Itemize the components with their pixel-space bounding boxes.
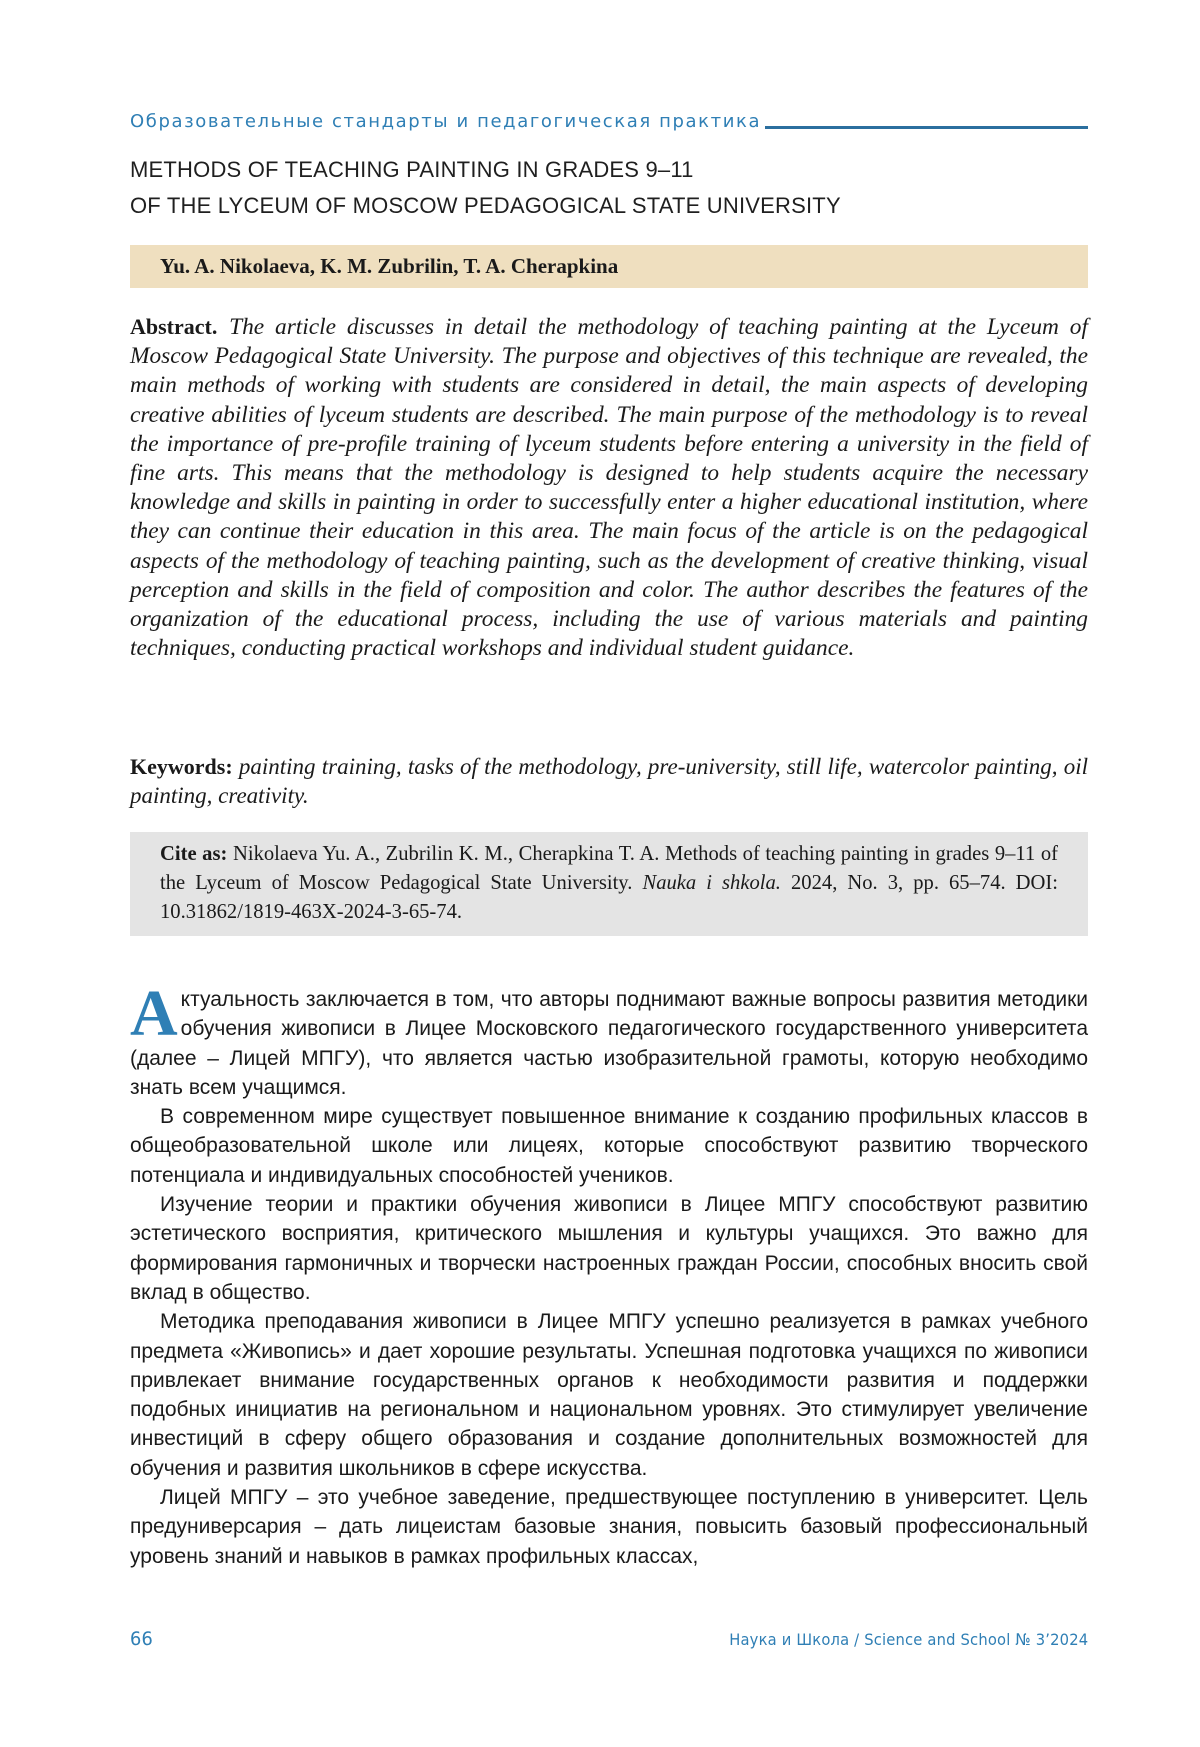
- paragraph-2: В современном мире существует повышенное внимание к созданию профильных классов в общеобразовательной школе или лицеях, которые способствуют развитию творческого потенциала и индивидуальных способностей учеников.: [130, 1105, 1088, 1187]
- page-footer: [130, 1627, 1088, 1651]
- cite-journal: Nauka i shkola.: [642, 872, 781, 894]
- abstract-text: The article discusses in detail the methodology of teaching painting at the Lyceum of Moscow Pedagogical State University. The purpose and objectives of this technique are revealed, the main methods of working with students are considered in detail, the main aspects of developing creative abilities of lyceum students are described. The main purpose of the methodology is to reveal the importance of pre-profile training of lyceum students before entering a university in the field of fine arts. This means that the methodology is designed to help students acquire the necessary knowledge and skills in painting in order to successfully enter a higher educational institution, where they can continue their education in this area. The main focus of the article is on the pedagogical aspects of the methodology of teaching painting, such as the development of creative thinking, visual perception and skills in the field of composition and color. The author describes the features of the organization of the educational process, including the use of various materials and painting techniques, conducting practical workshops and individual student guidance.: [130, 314, 1088, 662]
- paragraph-3: Изучение теории и практики обучения живописи в Лицее МПГУ способствуют развитию эстетического восприятия, критического мышления и культуры учащихся. Это важно для формирования гармоничных и творчески настроенных граждан России, способных вносить свой вклад в общество.: [130, 1193, 1088, 1304]
- cite-details: 2024, No. 3, pp. 65–74. DOI: 10.31862/1819-463X-2024-3-65-74.: [160, 872, 1059, 923]
- paragraph-5: Лицей МПГУ – это учебное заведение, предшествующее поступлению в университет. Цель предуниверсария – дать лицеистам базовые знания, повысить базовый профессиональный уровень знаний и навыков в рамках профильных классах,: [130, 1486, 1088, 1568]
- keywords: [130, 752, 1088, 810]
- cite-box: [130, 832, 1088, 936]
- cite-label: Cite as:: [160, 843, 228, 865]
- abstract: [130, 312, 1088, 663]
- paragraph-1-text: ктуальность заключается в том, что авторы поднимают важные вопросы развития методики обучения живописи в Лицее Московского педагогического государственного университета (далее – Лицей МПГУ), что является частью изобразительной грамоты, которую необходимо знать всем учащимся.: [130, 988, 1088, 1099]
- keywords-label: Keywords:: [130, 754, 233, 779]
- page-number: 66: [130, 1628, 153, 1650]
- running-head: [130, 104, 1088, 132]
- body-text: [130, 977, 1088, 1571]
- abstract-label: Abstract.: [130, 314, 218, 339]
- header-rule: [765, 126, 1088, 129]
- cite-text: Nikolaeva Yu. A., Zubrilin K. M., Cherapkina T. A. Methods of teaching painting in grades 9–11 of the Lyceum of Moscow Pedagogical State University.: [160, 843, 1058, 894]
- journal-footer: Наука и Школа / Science and School № 3’2024: [728, 1629, 1088, 1649]
- drop-cap: А: [130, 977, 178, 1050]
- article-title: [130, 152, 1088, 224]
- paragraph-1: [130, 977, 1088, 1102]
- title-line-1: METHODS OF TEACHING PAINTING IN GRADES 9–11: [130, 157, 694, 182]
- title-line-2: OF THE LYCEUM OF MOSCOW PEDAGOGICAL STATE UNIVERSITY: [130, 193, 841, 218]
- authors-bar: [130, 245, 1088, 288]
- keywords-text: painting training, tasks of the methodology, pre-university, still life, watercolor painting, oil painting, creativity.: [130, 754, 1089, 808]
- authors: Yu. A. Nikolaeva, K. M. Zubrilin, T. A. Cherapkina: [160, 254, 619, 278]
- paragraph-4: Методика преподавания живописи в Лицее МПГУ успешно реализуется в рамках учебного предмета «Живопись» и дает хорошие результаты. Успешная подготовка учащихся по живописи привлекает внимание государственных органов к необходимости развития и поддержки подобных инициатив на региональном и национальном уровнях. Это стимулирует увеличение инвестиций в сферу общего образования и создание дополнительных возможностей для обучения и развития школьников в сфере искусства.: [130, 1310, 1088, 1480]
- section-title: Образовательные стандарты и педагогическая практика: [130, 111, 762, 132]
